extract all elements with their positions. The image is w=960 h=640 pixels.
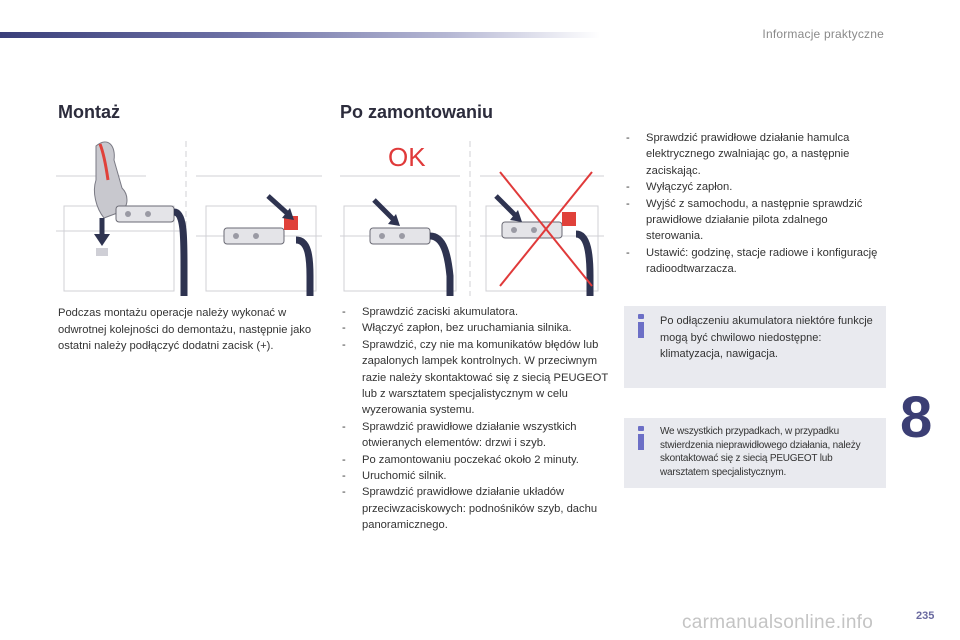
list-item: - Włączyć zapłon, bez uruchamiania silnika. — [340, 320, 608, 336]
list-item: - Uruchomić silnik. — [340, 468, 608, 484]
list-item: - Sprawdzić zaciski akumulatora. — [340, 304, 608, 320]
info-icon — [636, 426, 646, 450]
battery-clamp-icon — [370, 228, 450, 296]
list-item: - Sprawdzić prawidłowe działanie układów przeciwzaciskowych: podnośników szyb, dachu panoramicznego. — [340, 484, 608, 533]
section-header: Informacje praktyczne — [762, 27, 884, 41]
list-item: - Sprawdzić prawidłowe działanie hamulca elektrycznego zwalniając go, a następnie zaciskając. — [624, 130, 886, 179]
top-decorative-bar — [0, 32, 600, 38]
info-icon — [636, 314, 646, 338]
list-item: - Sprawdzić prawidłowe działanie wszystkich otwieranych elementów: drzwi i szyb. — [340, 419, 608, 452]
list-item: - Wyłączyć zapłon. — [624, 179, 886, 195]
battery-clamp-icon — [224, 216, 310, 296]
info-text: Po odłączeniu akumulatora niektóre funkcje mogą być chwilowo niedostępne: klimatyzacja, nawigacja. — [660, 315, 873, 360]
list-item: - Wyjść z samochodu, a następnie sprawdzić prawidłowe działanie pilota zdalnego sterowania. — [624, 196, 886, 245]
list-item: - Ustawić: godzinę, stacje radiowe i konfigurację radioodtwarzacza. — [624, 245, 886, 278]
mounting-illustration — [56, 136, 322, 296]
down-arrow-icon — [94, 218, 110, 256]
info-box — [624, 306, 886, 388]
info-text: We wszystkich przypadkach, w przypadku stwierdzenia nieprawidłowego działania, należy skontaktować się z siecią PEUGEOT lub warsztatem specjalistycznym. — [660, 426, 861, 478]
chapter-number: 8 — [900, 385, 933, 450]
po-zamontowaniu-heading: Po zamontowaniu — [340, 102, 493, 122]
diagonal-arrow-icon — [496, 196, 522, 222]
battery-clamp-icon — [502, 212, 590, 296]
list-item: - Po zamontowaniu poczekać około 2 minuty. — [340, 452, 608, 468]
info-box — [624, 418, 886, 488]
diagonal-arrow-icon — [268, 196, 294, 220]
after-mounting-illustration — [340, 136, 604, 296]
list-item: - Sprawdzić, czy nie ma komunikatów błędów lub zapalonych lampek kontrolnych. W przeciwnym razie należy skontaktować się z siecią PEUGEOT lub z warsztatem specjalistycznym w celu wyzerowania systemu. — [340, 337, 608, 419]
after-mounting-steps — [340, 304, 608, 534]
watermark: carmanualsonline.info — [682, 612, 874, 633]
page-number: 235 — [916, 610, 935, 622]
montaz-heading: Montaż — [58, 102, 120, 122]
after-mounting-steps-continued — [624, 130, 886, 278]
diagonal-arrow-icon — [374, 200, 400, 226]
montaz-paragraph: Podczas montażu operacje należy wykonać w odwrotnej kolejności do demontażu, następnie jako ostatni należy podłączyć dodatni zacisk (+). — [58, 307, 312, 352]
ok-label: OK — [388, 142, 426, 172]
